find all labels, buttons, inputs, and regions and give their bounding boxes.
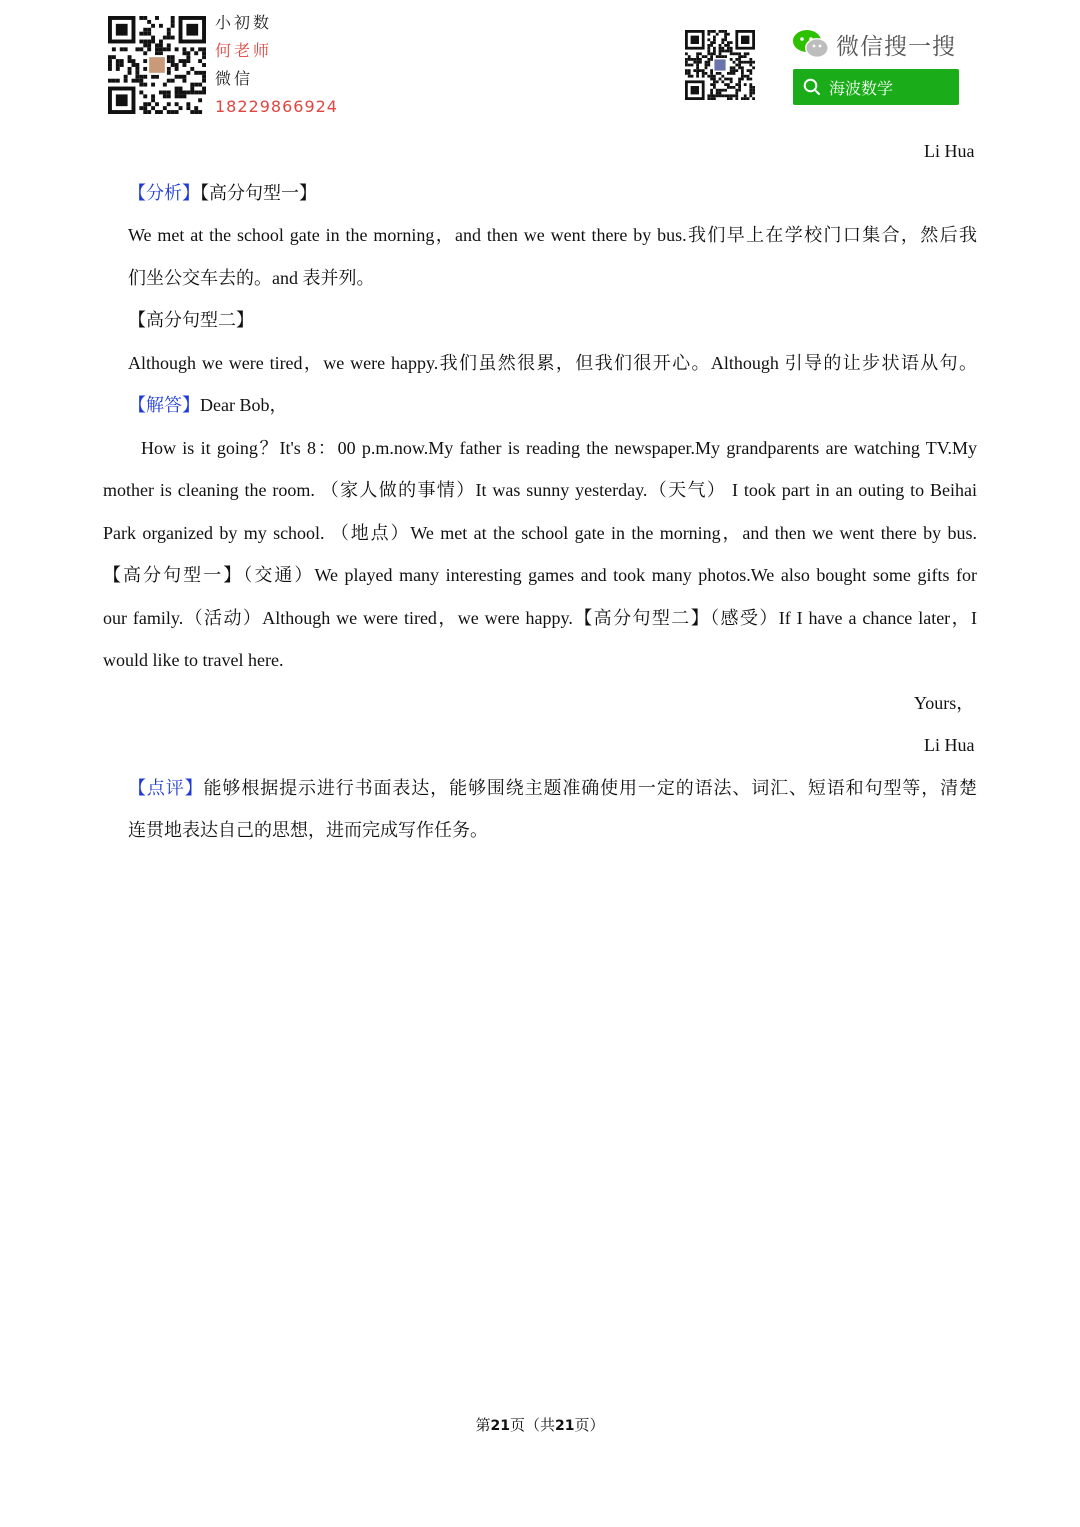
contact-line-wechat: 微信: [215, 69, 254, 88]
search-button-label: 海波数学: [829, 78, 894, 98]
top-signature: Li Hua: [924, 141, 975, 161]
letter-body-line-3: Park organized by my school. （地点）We met at the school gate in the morning，and then we went there by bus.: [103, 523, 977, 543]
contact-line-subject: 小初数: [215, 13, 273, 32]
footer-middle: 页（共: [509, 1418, 555, 1434]
wechat-icon: [792, 28, 830, 60]
page-footer: [0, 1416, 1080, 1436]
letter-body-line-6: would like to travel here.: [103, 650, 284, 670]
footer-suffix: 页）: [574, 1418, 605, 1434]
pattern1-inline-tag: 【高分句型一】: [103, 565, 244, 585]
analysis-tag: 【分析】: [128, 183, 200, 203]
letter-body-line-5-a: our family.（活动）Although we were tired，we were happy.: [103, 608, 573, 628]
wechat-search-label: 微信搜一搜: [836, 34, 956, 60]
wechat-qr-code: [685, 30, 755, 100]
analysis-line-3: Although we were tired，we were happy.我们虽然很累，但我们很开心。Although 引导的让步状语从句。: [128, 353, 977, 373]
pattern2-heading: 【高分句型二】: [128, 310, 254, 330]
pattern1-tag: 【高分句型一】: [200, 183, 317, 203]
comment-line-1: [128, 776, 977, 800]
contact-line-phone: 18229866924: [215, 97, 338, 116]
letter-body-line-5-b: （感受）If I have a chance later，I: [710, 608, 977, 628]
pattern2-inline-tag: 【高分句型二】: [572, 608, 711, 628]
search-icon: [803, 78, 821, 96]
answer-heading: [128, 393, 287, 417]
greeting: Dear Bob，: [200, 395, 288, 415]
analysis-heading: [128, 181, 317, 205]
comment-text-1: 能够根据提示进行书面表达，能够围绕主题准确使用一定的语法、词汇、短语和句型等，清楚: [203, 778, 977, 798]
letter-body-line-5: [103, 606, 977, 630]
letter-signature: Li Hua: [924, 735, 975, 755]
analysis-line-1: We met at the school gate in the morning，and then we went there by bus.我们早上在学校门口集合，然后我: [128, 225, 977, 245]
comment-line-2: 连贯地表达自己的思想，进而完成写作任务。: [128, 820, 488, 840]
letter-body-line-2: mother is cleaning the room. （家人做的事情）It was sunny yesterday.（天气） I took part in an outing to Beihai: [103, 480, 977, 500]
letter-body-line-4-text: （交通）We played many interesting games and took many photos.We also bought some gifts for: [243, 565, 977, 585]
letter-closing: Yours，: [914, 693, 975, 713]
footer-prefix: 第: [475, 1418, 491, 1434]
handwritten-contact: [215, 14, 338, 116]
comment-tag: 【点评】: [128, 778, 204, 798]
footer-page-number: 21: [490, 1418, 510, 1434]
contact-qr-code: [108, 16, 206, 114]
answer-tag: 【解答】: [128, 395, 200, 415]
letter-body-line-1: How is it going？It's 8：00 p.m.now.My father is reading the newspaper.My grandparents are watching TV.My: [141, 438, 977, 458]
letter-body-line-4: [103, 563, 977, 587]
contact-line-teacher: 何老师: [215, 41, 273, 60]
footer-total-pages: 21: [555, 1418, 575, 1434]
analysis-line-2: 们坐公交车去的。and 表并列。: [128, 268, 375, 288]
wechat-search-button[interactable]: [793, 69, 959, 105]
